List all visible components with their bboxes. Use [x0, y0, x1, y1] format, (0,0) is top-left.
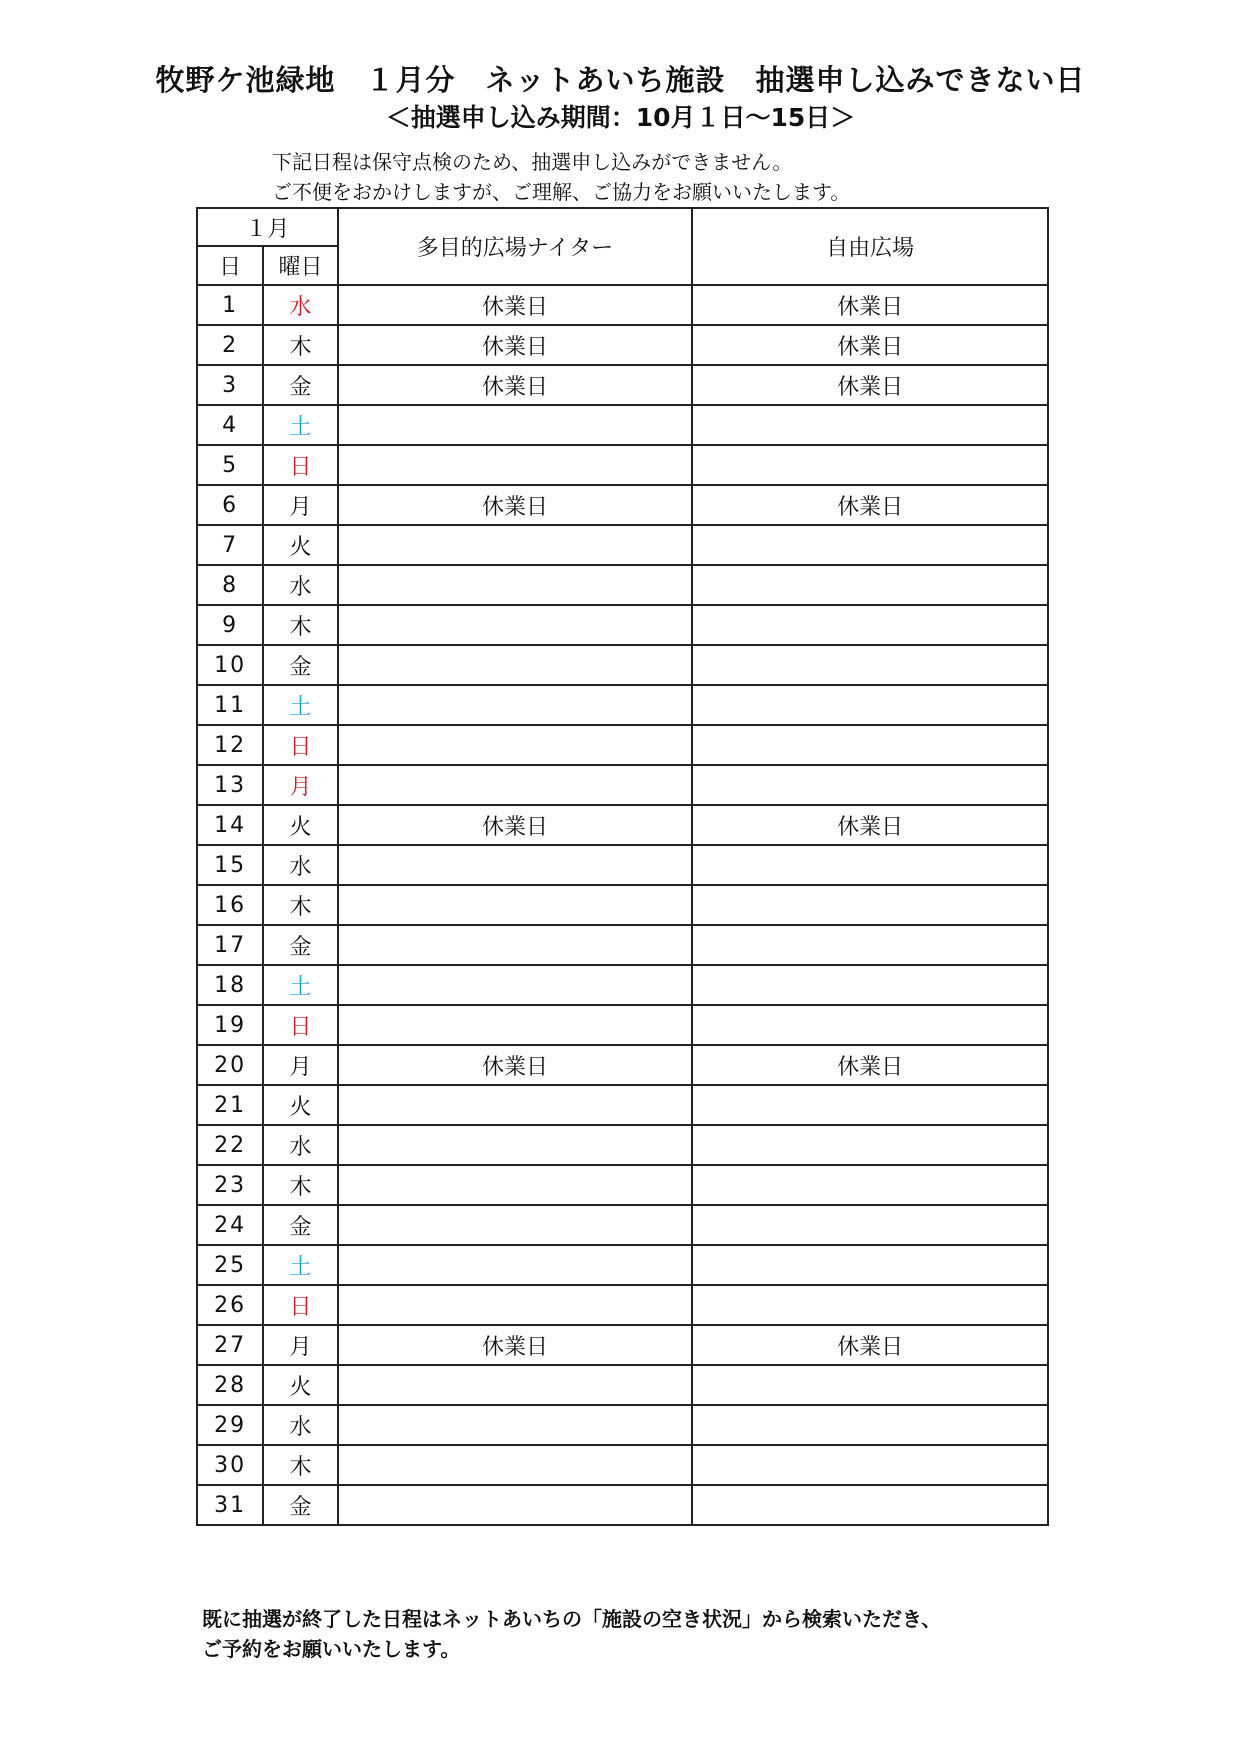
multipurpose-night-status	[338, 925, 693, 965]
weekday: 金	[263, 925, 337, 965]
table-row	[197, 1485, 1048, 1525]
multipurpose-night-status	[338, 1125, 693, 1165]
multipurpose-night-status	[338, 445, 693, 485]
free-plaza-status: 休業日	[692, 485, 1048, 525]
free-plaza-status	[692, 1165, 1048, 1205]
day-number: 2	[197, 325, 263, 365]
free-plaza-status	[692, 925, 1048, 965]
table-row	[197, 645, 1048, 685]
weekday: 木	[263, 1165, 337, 1205]
day-number: 1	[197, 285, 263, 325]
multipurpose-night-status	[338, 1445, 693, 1485]
day-number: 25	[197, 1245, 263, 1285]
multipurpose-night-status	[338, 1365, 693, 1405]
free-plaza-status	[692, 1485, 1048, 1525]
free-plaza-status: 休業日	[692, 325, 1048, 365]
table-row	[197, 485, 1048, 525]
table-row	[197, 285, 1048, 325]
free-plaza-status	[692, 1365, 1048, 1405]
closed-days-table	[196, 207, 1049, 1526]
weekday: 金	[263, 1205, 337, 1245]
weekday: 金	[263, 365, 337, 405]
weekday: 木	[263, 1445, 337, 1485]
day-number: 12	[197, 725, 263, 765]
weekday: 土	[263, 685, 337, 725]
day-number: 15	[197, 845, 263, 885]
day-number: 9	[197, 605, 263, 645]
table-row	[197, 1365, 1048, 1405]
table-row	[197, 1445, 1048, 1485]
free-plaza-status	[692, 645, 1048, 685]
table-row	[197, 445, 1048, 485]
free-plaza-status	[692, 725, 1048, 765]
table-row	[197, 605, 1048, 645]
schedule-body	[197, 285, 1048, 1525]
weekday: 火	[263, 1365, 337, 1405]
multipurpose-night-status: 休業日	[338, 485, 693, 525]
day-number: 30	[197, 1445, 263, 1485]
weekday: 月	[263, 765, 337, 805]
table-row	[197, 845, 1048, 885]
day-number: 4	[197, 405, 263, 445]
day-number: 18	[197, 965, 263, 1005]
weekday: 土	[263, 405, 337, 445]
day-column-header: 日	[197, 246, 263, 285]
table-row	[197, 685, 1048, 725]
day-number: 14	[197, 805, 263, 845]
weekday: 日	[263, 725, 337, 765]
weekday: 日	[263, 1005, 337, 1045]
table-row	[197, 1405, 1048, 1445]
table-row	[197, 565, 1048, 605]
free-plaza-status	[692, 1245, 1048, 1285]
multipurpose-night-status	[338, 1245, 693, 1285]
multipurpose-night-status: 休業日	[338, 805, 693, 845]
free-plaza-status: 休業日	[692, 805, 1048, 845]
table-row	[197, 725, 1048, 765]
facility-header-free-plaza: 自由広場	[692, 208, 1048, 285]
weekday: 金	[263, 1485, 337, 1525]
table-row	[197, 965, 1048, 1005]
weekday: 日	[263, 1285, 337, 1325]
day-number: 13	[197, 765, 263, 805]
multipurpose-night-status: 休業日	[338, 285, 693, 325]
free-plaza-status	[692, 605, 1048, 645]
day-number: 21	[197, 1085, 263, 1125]
multipurpose-night-status	[338, 405, 693, 445]
table-row	[197, 1285, 1048, 1325]
weekday: 水	[263, 1405, 337, 1445]
application-period: ＜抽選申し込み期間：10月１日～15日＞	[385, 103, 856, 132]
table-row	[197, 365, 1048, 405]
day-number: 28	[197, 1365, 263, 1405]
multipurpose-night-status	[338, 1085, 693, 1125]
weekday: 火	[263, 525, 337, 565]
table-row	[197, 325, 1048, 365]
day-number: 20	[197, 1045, 263, 1085]
day-number: 11	[197, 685, 263, 725]
month-header: １月	[197, 208, 338, 246]
page-title: 牧野ケ池緑地 １月分 ネットあいち施設 抽選申し込みできない日	[155, 63, 1086, 97]
multipurpose-night-status	[338, 765, 693, 805]
day-number: 22	[197, 1125, 263, 1165]
maintenance-notice-line-1: 下記日程は保守点検のため、抽選申し込みができません。	[272, 150, 793, 174]
free-plaza-status	[692, 765, 1048, 805]
weekday: 水	[263, 565, 337, 605]
multipurpose-night-status: 休業日	[338, 365, 693, 405]
multipurpose-night-status	[338, 1405, 693, 1445]
free-plaza-status	[692, 525, 1048, 565]
free-plaza-status	[692, 1405, 1048, 1445]
weekday: 水	[263, 1125, 337, 1165]
table-row	[197, 1245, 1048, 1285]
footer-note-line-2: ご予約をお願いいたします。	[202, 1637, 461, 1661]
free-plaza-status	[692, 1125, 1048, 1165]
day-number: 26	[197, 1285, 263, 1325]
free-plaza-status	[692, 1205, 1048, 1245]
day-number: 31	[197, 1485, 263, 1525]
free-plaza-status	[692, 1445, 1048, 1485]
free-plaza-status	[692, 405, 1048, 445]
multipurpose-night-status	[338, 965, 693, 1005]
weekday: 水	[263, 845, 337, 885]
free-plaza-status	[692, 845, 1048, 885]
table-row	[197, 405, 1048, 445]
weekday: 水	[263, 285, 337, 325]
table-row	[197, 525, 1048, 565]
multipurpose-night-status	[338, 1205, 693, 1245]
multipurpose-night-status	[338, 605, 693, 645]
table-row	[197, 1325, 1048, 1365]
multipurpose-night-status	[338, 525, 693, 565]
day-number: 6	[197, 485, 263, 525]
free-plaza-status	[692, 445, 1048, 485]
weekday: 日	[263, 445, 337, 485]
weekday: 月	[263, 485, 337, 525]
maintenance-notice-line-2: ご不便をおかけしますが、ご理解、ご協力をお願いいたします。	[272, 180, 851, 204]
day-number: 7	[197, 525, 263, 565]
weekday: 木	[263, 605, 337, 645]
multipurpose-night-status	[338, 1485, 693, 1525]
multipurpose-night-status	[338, 685, 693, 725]
free-plaza-status	[692, 685, 1048, 725]
multipurpose-night-status	[338, 1285, 693, 1325]
multipurpose-night-status	[338, 1005, 693, 1045]
weekday: 火	[263, 1085, 337, 1125]
table-row	[197, 765, 1048, 805]
day-number: 5	[197, 445, 263, 485]
free-plaza-status: 休業日	[692, 1325, 1048, 1365]
free-plaza-status	[692, 565, 1048, 605]
weekday: 木	[263, 885, 337, 925]
table-row	[197, 925, 1048, 965]
weekday: 土	[263, 1245, 337, 1285]
free-plaza-status	[692, 1285, 1048, 1325]
day-number: 29	[197, 1405, 263, 1445]
multipurpose-night-status: 休業日	[338, 325, 693, 365]
free-plaza-status	[692, 965, 1048, 1005]
free-plaza-status	[692, 1005, 1048, 1045]
day-number: 19	[197, 1005, 263, 1045]
free-plaza-status: 休業日	[692, 285, 1048, 325]
weekday: 月	[263, 1045, 337, 1085]
day-number: 24	[197, 1205, 263, 1245]
free-plaza-status	[692, 885, 1048, 925]
multipurpose-night-status: 休業日	[338, 1045, 693, 1085]
free-plaza-status	[692, 1085, 1048, 1125]
free-plaza-status: 休業日	[692, 1045, 1048, 1085]
day-number: 16	[197, 885, 263, 925]
weekday-column-header: 曜日	[263, 246, 337, 285]
weekday: 金	[263, 645, 337, 685]
weekday: 土	[263, 965, 337, 1005]
day-number: 27	[197, 1325, 263, 1365]
table-row	[197, 1005, 1048, 1045]
facility-header-multipurpose-night: 多目的広場ナイター	[338, 208, 693, 285]
weekday: 火	[263, 805, 337, 845]
footer-note-line-1: 既に抽選が終了した日程はネットあいちの「施設の空き状況」から検索いただき、	[202, 1607, 942, 1631]
multipurpose-night-status	[338, 565, 693, 605]
day-number: 8	[197, 565, 263, 605]
free-plaza-status: 休業日	[692, 365, 1048, 405]
day-number: 23	[197, 1165, 263, 1205]
table-row	[197, 1085, 1048, 1125]
table-row	[197, 1125, 1048, 1165]
weekday: 木	[263, 325, 337, 365]
multipurpose-night-status	[338, 645, 693, 685]
table-row	[197, 805, 1048, 845]
multipurpose-night-status	[338, 1165, 693, 1205]
multipurpose-night-status	[338, 845, 693, 885]
table-row	[197, 1045, 1048, 1085]
multipurpose-night-status	[338, 885, 693, 925]
day-number: 17	[197, 925, 263, 965]
day-number: 3	[197, 365, 263, 405]
multipurpose-night-status	[338, 725, 693, 765]
weekday: 月	[263, 1325, 337, 1365]
table-row	[197, 1165, 1048, 1205]
day-number: 10	[197, 645, 263, 685]
table-row	[197, 885, 1048, 925]
table-row	[197, 1205, 1048, 1245]
multipurpose-night-status: 休業日	[338, 1325, 693, 1365]
